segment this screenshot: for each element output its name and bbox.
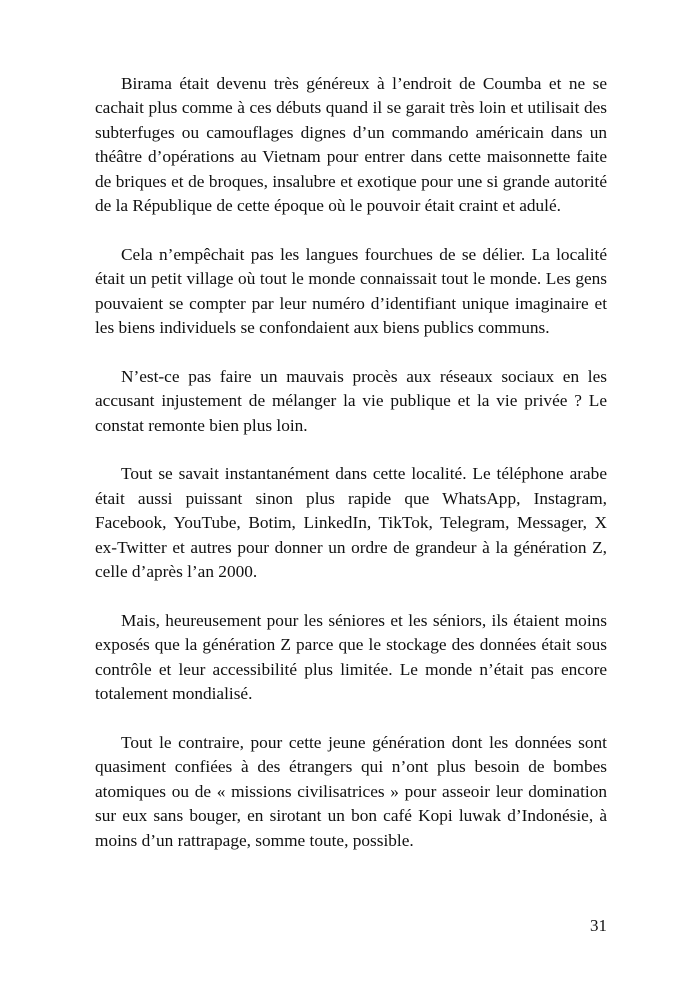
page-number: 31 — [590, 916, 607, 935]
paragraph-1: Birama était devenu très généreux à l’endroit de Coumba et ne se cachait plus comme à ces débuts quand il se garait très loin et utilisait des subterfuges ou camouflages dignes d’un commando américain dans un théâtre d’opérations au Vietnam pour entrer dans cette maisonnette faite de briques et de broques, insalubre et exotique pour une si grande autorité de la République de cette époque où le pouvoir était craint et adulé. — [95, 74, 607, 216]
paragraph-3: N’est-ce pas faire un mauvais procès aux réseaux sociaux en les accusant injustement de mélanger la vie publique et la vie privée ? Le constat remonte bien plus loin. — [95, 366, 607, 435]
body-text — [95, 72, 607, 853]
paragraph-4: Tout se savait instantanément dans cette localité. Le téléphone arabe était aussi puissant sinon plus rapide que WhatsApp, Instagram, Facebook, YouTube, Botim, LinkedIn, TikTok, Telegram, Messager, X ex-Twitter et autres pour donner un ordre de grandeur à la génération Z, celle d’après l’an 2000. — [95, 464, 607, 582]
paragraph-5: Mais, heureusement pour les séniores et les séniors, ils étaient moins exposés que la génération Z parce que le stockage des données était sous contrôle et leur accessibilité plus limitée. Le monde n’était pas encore totalement mondialisé. — [95, 610, 607, 704]
paragraph-6: Tout le contraire, pour cette jeune génération dont les données sont quasiment confiées à des étrangers qui n’ont plus besoin de bombes atomiques ou de « missions civilisatrices » pour asseoir leur domination sur eux sans bouger, en sirotant un bon café Kopi luwak d’Indonésie, à moins d’un rattrapage, somme toute, possible. — [95, 732, 607, 850]
paragraph-2: Cela n’empêchait pas les langues fourchues de se délier. La localité était un petit village où tout le monde connaissait tout le monde. Les gens pouvaient se compter par leur numéro d’identifiant unique imaginaire et les biens individuels se confondaient aux biens publics communs. — [95, 244, 607, 338]
